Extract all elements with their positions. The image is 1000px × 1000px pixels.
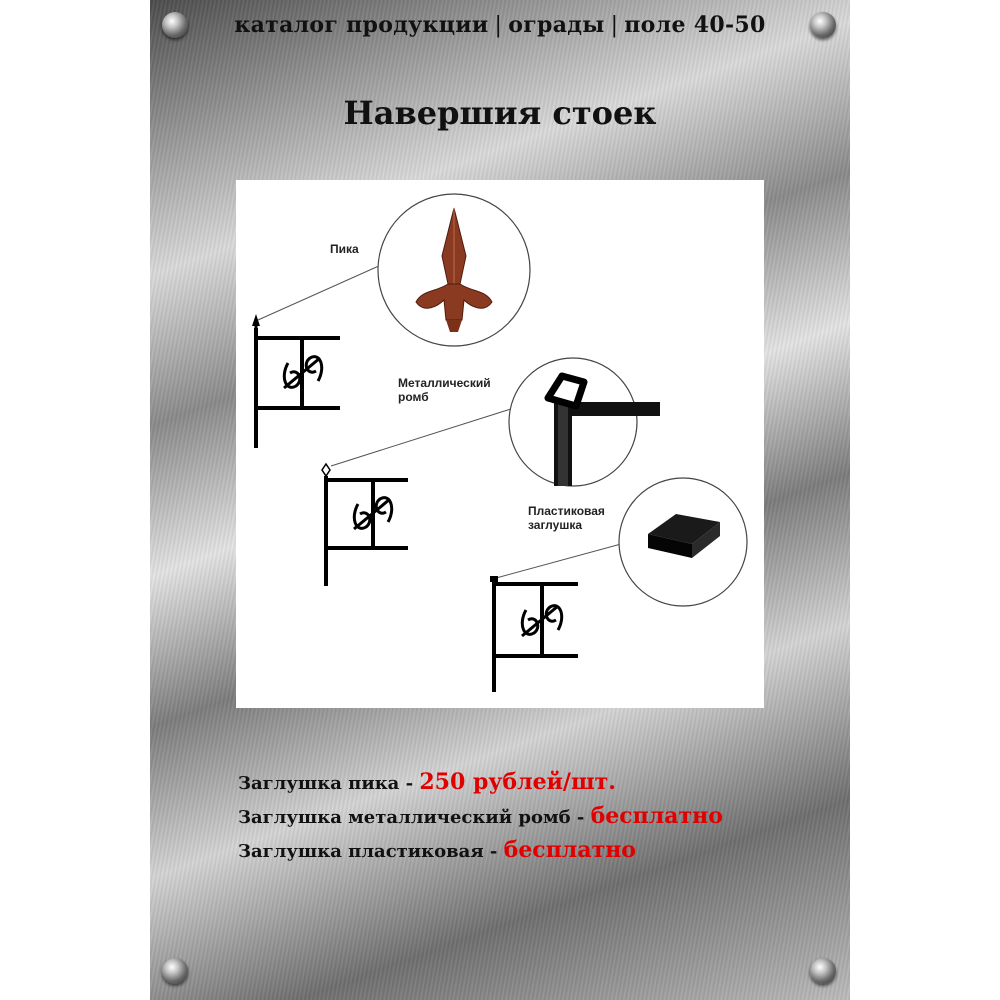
- label-spike: Пика: [330, 242, 359, 256]
- rhombus-tip-icon: [322, 464, 330, 476]
- page-title: Навершия стоек: [343, 94, 657, 132]
- plastic-tip-icon: [490, 576, 498, 582]
- rivet-bottom-left: [162, 958, 188, 984]
- price-row-spike: [238, 766, 838, 800]
- price-list: [238, 766, 838, 868]
- diagram-panel: [236, 180, 764, 708]
- price-label: Заглушка пика -: [238, 773, 420, 794]
- label-metal-rhombus-line2: ромб: [398, 390, 429, 404]
- breadcrumb-separator: |: [610, 13, 619, 38]
- price-row-plastic: [238, 834, 838, 868]
- price-value: бесплатно: [590, 803, 723, 829]
- price-label: Заглушка металлический ромб -: [238, 807, 591, 828]
- post-caps-diagram: [236, 180, 764, 708]
- price-row-metal-rhombus: [238, 800, 838, 834]
- price-value: бесплатно: [503, 837, 636, 863]
- catalog-page: [150, 0, 850, 1000]
- fence-section-plastic: [494, 580, 578, 692]
- price-value: 250 рублей/шт.: [419, 769, 616, 795]
- breadcrumb-separator: |: [494, 13, 503, 38]
- price-label: Заглушка пластиковая -: [238, 841, 504, 862]
- breadcrumb-catalog: каталог продукции: [234, 12, 489, 38]
- breadcrumb-fences: ограды: [508, 12, 605, 38]
- label-metal-rhombus-line1: Металлический: [398, 376, 491, 390]
- label-plastic-cap-line2: заглушка: [528, 518, 582, 532]
- fence-section-rhombus: [326, 476, 408, 586]
- breadcrumb: [150, 12, 850, 38]
- label-plastic-cap-line1: Пластиковая: [528, 504, 605, 518]
- breadcrumb-field: поле 40-50: [624, 12, 766, 38]
- fence-section-spike: [256, 320, 340, 448]
- rivet-bottom-right: [810, 958, 836, 984]
